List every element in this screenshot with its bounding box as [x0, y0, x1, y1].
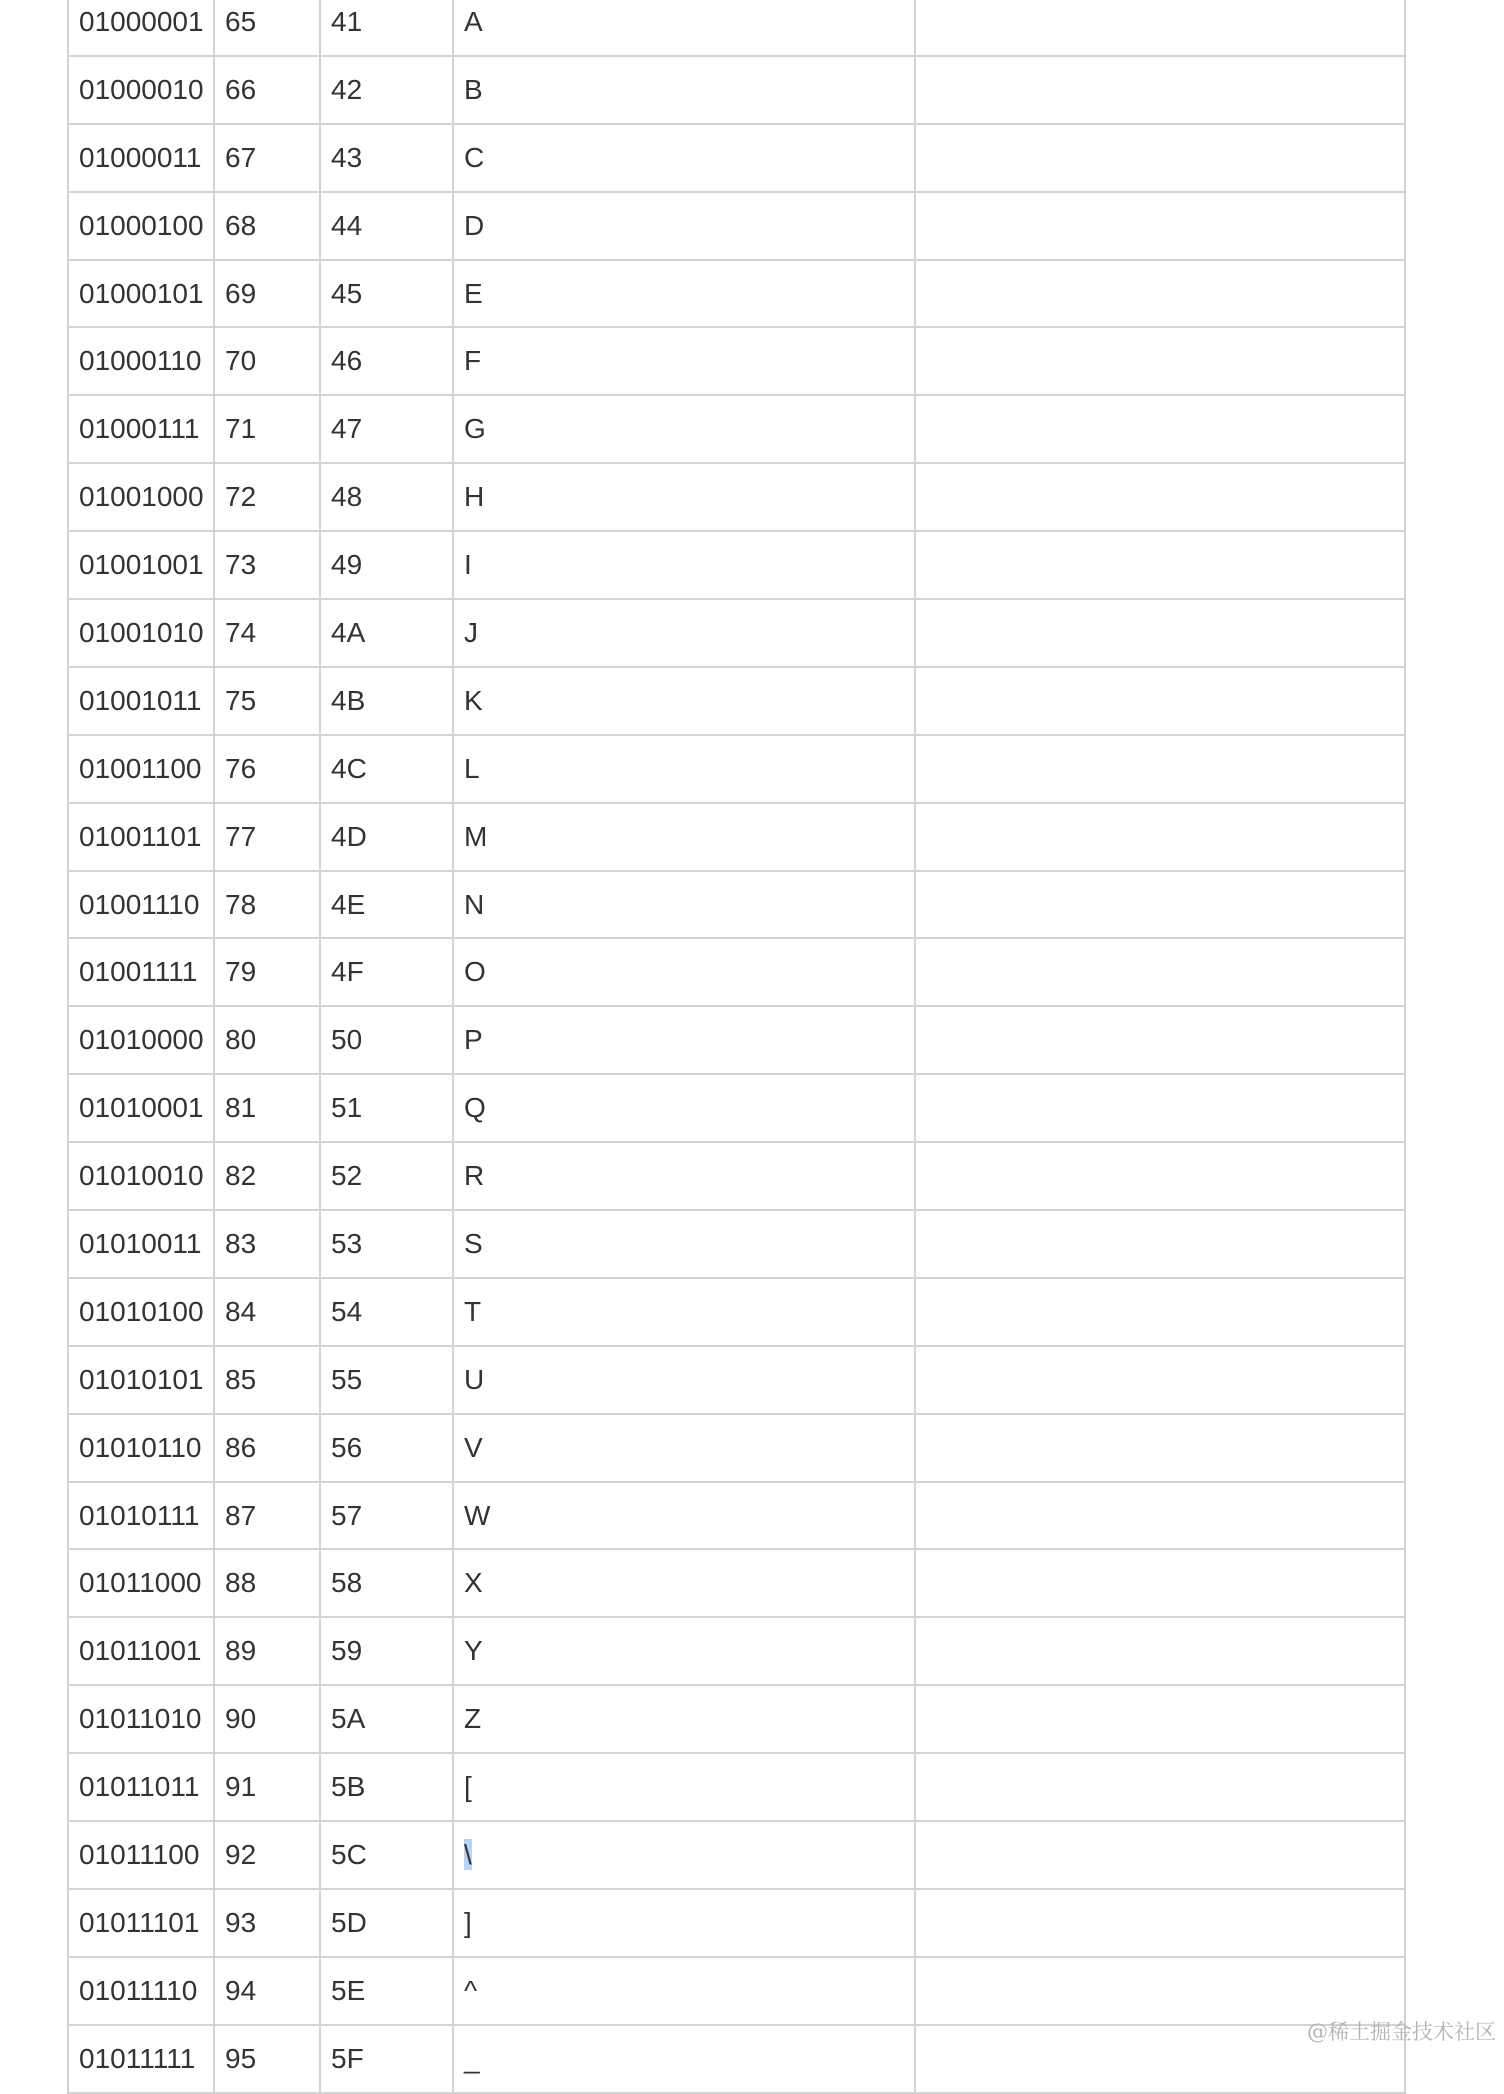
- binary-cell: 01001011: [68, 667, 214, 735]
- watermark: @稀土掘金技术社区: [1307, 2020, 1496, 2044]
- hex-cell: 50: [320, 1006, 453, 1074]
- table-row: [68, 1074, 1405, 1142]
- character-cell: [: [453, 1753, 915, 1821]
- binary-cell: 01000111: [68, 395, 214, 463]
- description-cell: [915, 1006, 1405, 1074]
- table-row: [68, 1482, 1405, 1550]
- description-cell: [915, 1617, 1405, 1685]
- character-cell: G: [453, 395, 915, 463]
- description-cell: [915, 599, 1405, 667]
- binary-cell: 01010010: [68, 1142, 214, 1210]
- hex-cell: 5B: [320, 1753, 453, 1821]
- table-row: [68, 327, 1405, 395]
- binary-cell: 01010110: [68, 1414, 214, 1482]
- binary-cell: 01010100: [68, 1278, 214, 1346]
- decimal-cell: 91: [214, 1753, 320, 1821]
- hex-cell: 46: [320, 327, 453, 395]
- table-row: [68, 1142, 1405, 1210]
- description-cell: [915, 1685, 1405, 1753]
- decimal-cell: 78: [214, 871, 320, 939]
- hex-cell: 57: [320, 1482, 453, 1550]
- hex-cell: 4F: [320, 938, 453, 1006]
- character-cell: E: [453, 260, 915, 328]
- decimal-cell: 66: [214, 56, 320, 124]
- description-cell: [915, 327, 1405, 395]
- table-row: [68, 871, 1405, 939]
- character-cell: ]: [453, 1889, 915, 1957]
- character-cell: N: [453, 871, 915, 939]
- decimal-cell: 89: [214, 1617, 320, 1685]
- table-row: [68, 938, 1405, 1006]
- description-cell: [915, 56, 1405, 124]
- binary-cell: 01001000: [68, 463, 214, 531]
- decimal-cell: 83: [214, 1210, 320, 1278]
- character-cell: ^: [453, 1957, 915, 2025]
- decimal-cell: 72: [214, 463, 320, 531]
- hex-cell: 4D: [320, 803, 453, 871]
- binary-cell: 01000011: [68, 124, 214, 192]
- description-cell: [915, 1482, 1405, 1550]
- description-cell: [915, 395, 1405, 463]
- hex-cell: 4B: [320, 667, 453, 735]
- binary-cell: 01011001: [68, 1617, 214, 1685]
- hex-cell: 4E: [320, 871, 453, 939]
- decimal-cell: 79: [214, 938, 320, 1006]
- table-row: [68, 463, 1405, 531]
- ascii-table: [67, 0, 1406, 2094]
- description-cell: [915, 938, 1405, 1006]
- description-cell: [915, 124, 1405, 192]
- description-cell: [915, 1821, 1405, 1889]
- character-cell: O: [453, 938, 915, 1006]
- binary-cell: 01000101: [68, 260, 214, 328]
- character-cell: Q: [453, 1074, 915, 1142]
- table-row: [68, 803, 1405, 871]
- ascii-table-body: [68, 0, 1405, 2093]
- table-row: [68, 667, 1405, 735]
- hex-cell: 48: [320, 463, 453, 531]
- description-cell: [915, 531, 1405, 599]
- hex-cell: 59: [320, 1617, 453, 1685]
- binary-cell: 01010111: [68, 1482, 214, 1550]
- decimal-cell: 87: [214, 1482, 320, 1550]
- table-row: [68, 1753, 1405, 1821]
- character-cell: S: [453, 1210, 915, 1278]
- decimal-cell: 69: [214, 260, 320, 328]
- decimal-cell: 67: [214, 124, 320, 192]
- hex-cell: 54: [320, 1278, 453, 1346]
- description-cell: [915, 1142, 1405, 1210]
- table-row: [68, 395, 1405, 463]
- description-cell: [915, 735, 1405, 803]
- description-cell: [915, 667, 1405, 735]
- binary-cell: 01000001: [68, 0, 214, 56]
- character-cell: D: [453, 192, 915, 260]
- hex-cell: 58: [320, 1549, 453, 1617]
- character-cell: K: [453, 667, 915, 735]
- description-cell: [915, 1346, 1405, 1414]
- binary-cell: 01011100: [68, 1821, 214, 1889]
- character-cell: A: [453, 0, 915, 56]
- binary-cell: 01001010: [68, 599, 214, 667]
- decimal-cell: 74: [214, 599, 320, 667]
- hex-cell: 5E: [320, 1957, 453, 2025]
- binary-cell: 01011110: [68, 1957, 214, 2025]
- character-cell: I: [453, 531, 915, 599]
- character-cell: C: [453, 124, 915, 192]
- binary-cell: 01001100: [68, 735, 214, 803]
- table-row: [68, 1685, 1405, 1753]
- selected-character: \: [464, 1838, 472, 1870]
- binary-cell: 01001001: [68, 531, 214, 599]
- description-cell: [915, 260, 1405, 328]
- table-row: [68, 1549, 1405, 1617]
- table-row: [68, 1346, 1405, 1414]
- decimal-cell: 95: [214, 2025, 320, 2093]
- decimal-cell: 86: [214, 1414, 320, 1482]
- hex-cell: 5A: [320, 1685, 453, 1753]
- table-row: [68, 0, 1405, 56]
- decimal-cell: 92: [214, 1821, 320, 1889]
- decimal-cell: 77: [214, 803, 320, 871]
- description-cell: [915, 1957, 1405, 2025]
- binary-cell: 01010101: [68, 1346, 214, 1414]
- table-row: [68, 1889, 1405, 1957]
- hex-cell: 5D: [320, 1889, 453, 1957]
- decimal-cell: 81: [214, 1074, 320, 1142]
- description-cell: [915, 1414, 1405, 1482]
- binary-cell: 01011111: [68, 2025, 214, 2093]
- character-cell: H: [453, 463, 915, 531]
- binary-cell: 01001101: [68, 803, 214, 871]
- character-cell: V: [453, 1414, 915, 1482]
- decimal-cell: 73: [214, 531, 320, 599]
- character-cell: J: [453, 599, 915, 667]
- description-cell: [915, 871, 1405, 939]
- hex-cell: 49: [320, 531, 453, 599]
- character-cell: M: [453, 803, 915, 871]
- decimal-cell: 85: [214, 1346, 320, 1414]
- character-cell: _: [453, 2025, 915, 2093]
- description-cell: [915, 1889, 1405, 1957]
- description-cell: [915, 1210, 1405, 1278]
- character-cell: [453, 1821, 915, 1889]
- hex-cell: 51: [320, 1074, 453, 1142]
- character-cell: X: [453, 1549, 915, 1617]
- character-cell: F: [453, 327, 915, 395]
- description-cell: [915, 1753, 1405, 1821]
- binary-cell: 01011000: [68, 1549, 214, 1617]
- table-row: [68, 1617, 1405, 1685]
- decimal-cell: 68: [214, 192, 320, 260]
- binary-cell: 01001110: [68, 871, 214, 939]
- character-cell: Y: [453, 1617, 915, 1685]
- character-cell: W: [453, 1482, 915, 1550]
- binary-cell: 01010000: [68, 1006, 214, 1074]
- decimal-cell: 71: [214, 395, 320, 463]
- table-row: [68, 192, 1405, 260]
- table-row: [68, 531, 1405, 599]
- table-row: [68, 56, 1405, 124]
- hex-cell: 41: [320, 0, 453, 56]
- table-row: [68, 1006, 1405, 1074]
- binary-cell: 01000010: [68, 56, 214, 124]
- table-row: [68, 735, 1405, 803]
- decimal-cell: 70: [214, 327, 320, 395]
- hex-cell: 56: [320, 1414, 453, 1482]
- decimal-cell: 93: [214, 1889, 320, 1957]
- table-row: [68, 599, 1405, 667]
- hex-cell: 5C: [320, 1821, 453, 1889]
- decimal-cell: 82: [214, 1142, 320, 1210]
- decimal-cell: 84: [214, 1278, 320, 1346]
- decimal-cell: 75: [214, 667, 320, 735]
- decimal-cell: 76: [214, 735, 320, 803]
- table-row: [68, 260, 1405, 328]
- table-row: [68, 1414, 1405, 1482]
- binary-cell: 01000100: [68, 192, 214, 260]
- hex-cell: 52: [320, 1142, 453, 1210]
- table-row: [68, 1957, 1405, 2025]
- table-row: [68, 2025, 1405, 2093]
- table-row: [68, 1210, 1405, 1278]
- character-cell: L: [453, 735, 915, 803]
- binary-cell: 01000110: [68, 327, 214, 395]
- hex-cell: 53: [320, 1210, 453, 1278]
- binary-cell: 01010011: [68, 1210, 214, 1278]
- character-cell: Z: [453, 1685, 915, 1753]
- description-cell: [915, 1278, 1405, 1346]
- character-cell: B: [453, 56, 915, 124]
- table-row: [68, 124, 1405, 192]
- hex-cell: 42: [320, 56, 453, 124]
- description-cell: [915, 1074, 1405, 1142]
- hex-cell: 43: [320, 124, 453, 192]
- hex-cell: 47: [320, 395, 453, 463]
- hex-cell: 5F: [320, 2025, 453, 2093]
- binary-cell: 01011010: [68, 1685, 214, 1753]
- binary-cell: 01011011: [68, 1753, 214, 1821]
- description-cell: [915, 1549, 1405, 1617]
- binary-cell: 01001111: [68, 938, 214, 1006]
- hex-cell: 45: [320, 260, 453, 328]
- hex-cell: 44: [320, 192, 453, 260]
- hex-cell: 55: [320, 1346, 453, 1414]
- decimal-cell: 80: [214, 1006, 320, 1074]
- character-cell: R: [453, 1142, 915, 1210]
- binary-cell: 01010001: [68, 1074, 214, 1142]
- character-cell: P: [453, 1006, 915, 1074]
- decimal-cell: 65: [214, 0, 320, 56]
- hex-cell: 4C: [320, 735, 453, 803]
- decimal-cell: 94: [214, 1957, 320, 2025]
- character-cell: U: [453, 1346, 915, 1414]
- decimal-cell: 88: [214, 1549, 320, 1617]
- description-cell: [915, 463, 1405, 531]
- table-row: [68, 1821, 1405, 1889]
- description-cell: [915, 0, 1405, 56]
- decimal-cell: 90: [214, 1685, 320, 1753]
- description-cell: [915, 192, 1405, 260]
- character-cell: T: [453, 1278, 915, 1346]
- hex-cell: 4A: [320, 599, 453, 667]
- binary-cell: 01011101: [68, 1889, 214, 1957]
- table-row: [68, 1278, 1405, 1346]
- description-cell: [915, 803, 1405, 871]
